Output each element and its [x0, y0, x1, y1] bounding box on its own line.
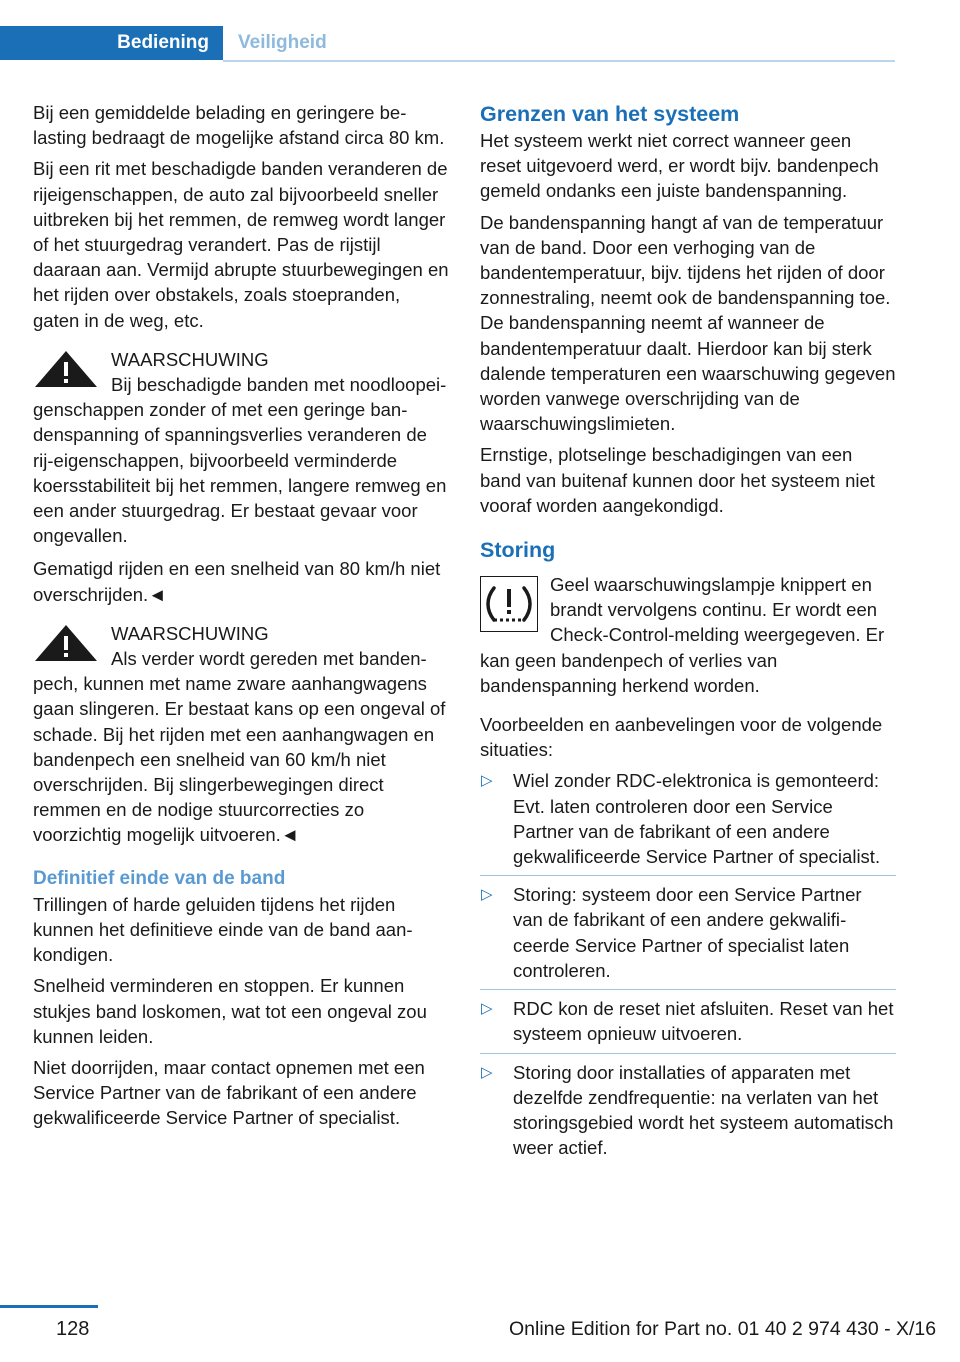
list-item: ▷ RDC kon de reset niet afsluiten. Reset van het systeem opnieuw uitvoeren. [480, 989, 896, 1046]
footer-rule [0, 1305, 98, 1308]
warning-label: WAARSCHUWING [111, 348, 269, 370]
paragraph-speed-limit-80: Gematigd rijden en een snelheid van 80 km/h niet overschrijden.◄ [33, 558, 441, 605]
paragraph-examples: Voorbeelden en aanbevelingen voor de volgende situaties: [480, 714, 883, 761]
bullet-marker-icon: ▷ [481, 1063, 493, 1081]
bullet-marker-icon: ▷ [481, 772, 493, 790]
header-rule [223, 60, 895, 62]
warning-block-2 [33, 621, 449, 848]
subheading-definitive-end: Definitief einde van de band [33, 867, 286, 889]
paragraph-contact-partner: Niet doorrijden, maar contact opnemen met een Service Partner van de fabrikant of een andere gekwalificeerde Service Partner of specialist. [33, 1056, 425, 1129]
list-item: ▷ Storing door installaties of apparaten met dezelfde zendfrequentie: na verlaten van het storingsgebied wordt het systeem automatisch weer actief. [480, 1053, 896, 1161]
storing-block [480, 572, 896, 698]
tire-pressure-warning-icon [480, 576, 538, 632]
list-item: ▷ Wiel zonder RDC-elektronica is gemonteerd: Evt. laten controleren door een Service Partner van de fabrikant of een andere gekwalificeerde Service Partner of specialist. [481, 770, 881, 868]
paragraph-vibrations: Trillingen of harde geluiden tijdens het rijden kunnen het definitieve einde van de band aankondigen. [33, 893, 413, 966]
warning-triangle-icon [33, 349, 99, 389]
header-tabs [0, 26, 895, 60]
paragraph-no-reset: Het systeem werkt niet correct wanneer geen reset uitgevoerd werd, er wordt bijv. bandenpech gemeld ondanks een juiste bandenspanning. [480, 130, 879, 202]
warning-triangle-icon [33, 623, 99, 663]
bullet-marker-icon: ▷ [481, 1000, 493, 1018]
paragraph-storing-lamp: Geel waarschuwingslampje knippert en brandt vervolgens continu. Er wordt een Check-Control-melding weergegeven. Er kan geen bandenpech of verlies van bandenspanning herkend worden. [480, 574, 885, 696]
left-column [33, 100, 449, 1137]
right-column [480, 100, 896, 1166]
heading-system-limits: Grenzen van het systeem [480, 102, 740, 126]
paragraph-temperature: De bandenspanning hangt af van de temperatuur van de band. Door een verhoging van de bandentemperatuur, bijv. tijdens het rijden of door zonnestraling, neemt ook de bandenspanning toe. De bandenspanning neemt af wanneer de bandentemperatuur daalt. Hierdoor kan bij sterk dalende temperaturen een waarschuwing gegeven worden vanwege overschrijding van de waarschuwingslimieten. [480, 211, 896, 435]
paragraph-damaged-tires: Bij een rit met beschadigde banden veranderen de rijeigenschappen, de auto zal bijvoorbeeld sneller uitbreken bij het remmen, de remweg wordt langer of het stuurgedrag verandert. Pas de rijstijl daaraan aan. Vermijd abrupte stuurbewegingen en het rijden over obstakels, zoals stoepranden, gaten in de weg, etc. [33, 158, 449, 331]
warning-label: WAARSCHUWING [111, 622, 269, 644]
tab-veiligheid[interactable]: Veiligheid [238, 32, 327, 53]
list-item: ▷ Storing: systeem door een Service Partner van de fabrikant of een andere gekwalificeerde Service Partner of specialist laten controleren. [480, 875, 896, 983]
warning-text: Als verder wordt gereden met bandenpech, kunnen met name zware aanhangwagens gaan slingeren. Er bestaat kans op een ongeval of schade. Bij het rijden met een aanhangwagen en bandenpech een snelheid van 60 km/h niet overschrijden. Bij slingerbewegingen direct remmen en de nodige stuurcorrecties zo voorzichtig mogelijk uitvoeren.◄ [33, 648, 446, 846]
bullet-list [480, 768, 896, 1160]
paragraph-reduce-speed: Snelheid verminderen en stoppen. Er kunnen stukjes band loskomen, wat tot een ongeval zou kunnen leiden. [33, 975, 427, 1047]
tab-bediening[interactable]: Bediening [0, 26, 223, 60]
warning-text: Bij beschadigde banden met noodloopeigenschappen zonder of met een geringe bandenspanning of spanningsverlies veranderen de rij-eigenschappen, bijvoorbeeld verminderde koersstabiliteit bij het remmen, langere remweg en een ander stuurgedrag. Er bestaat gevaar voor ongevallen. [33, 374, 447, 547]
paragraph-load-distance: Bij een gemiddelde belading en geringere belasting bedraagt de mogelijke afstand circa 80 km. [33, 102, 445, 149]
warning-block-1 [33, 347, 449, 549]
heading-storing: Storing [480, 538, 556, 563]
page-number: 128 [56, 1318, 90, 1340]
edition-note: Online Edition for Part no. 01 40 2 974 430 - X/16 [509, 1318, 937, 1340]
paragraph-sudden-damage: Ernstige, plotselinge beschadigingen van een band van buitenaf kunnen door het systeem niet vooraf worden aangekondigd. [480, 444, 875, 516]
bullet-marker-icon: ▷ [481, 886, 493, 904]
